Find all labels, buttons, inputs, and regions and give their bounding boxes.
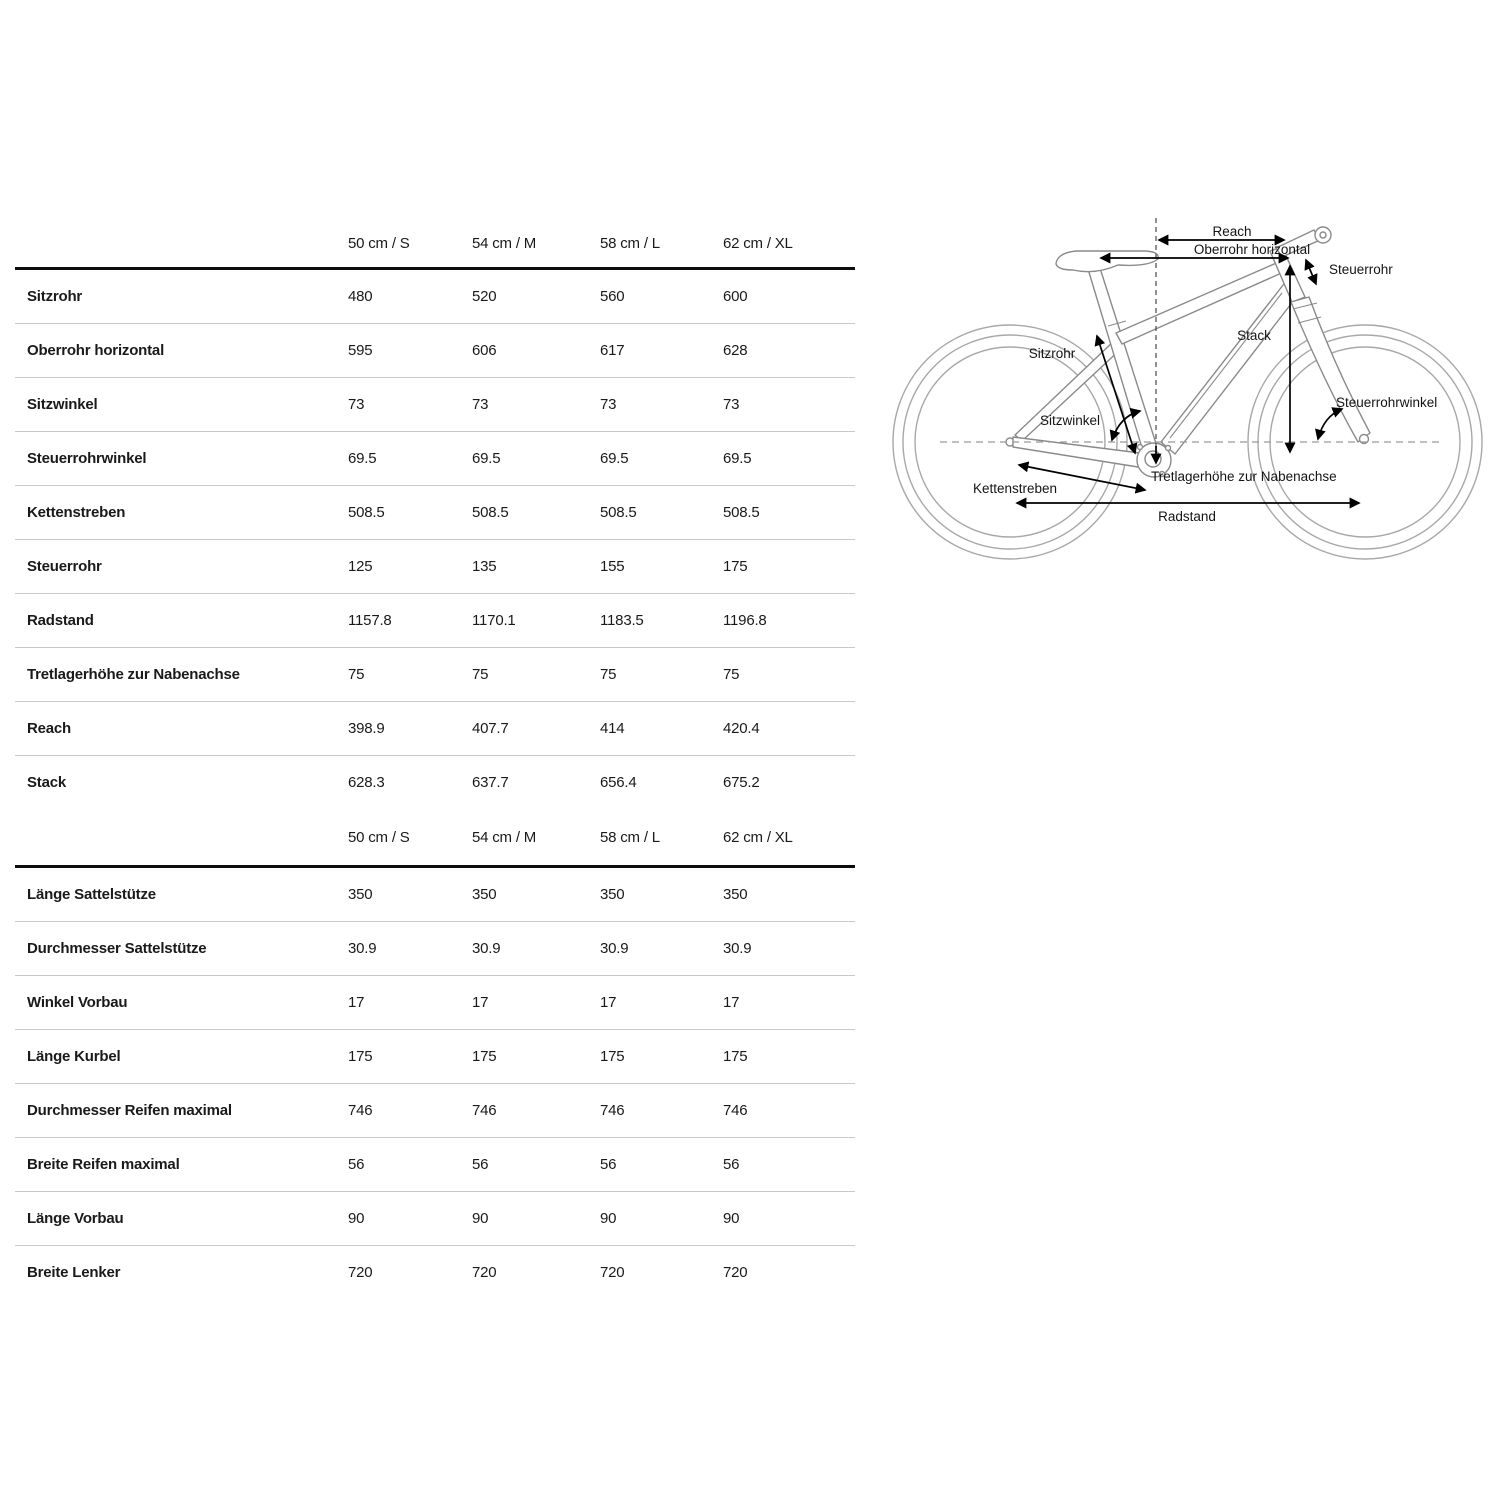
cell-value: 75 xyxy=(723,648,855,702)
cell-value: 135 xyxy=(472,540,600,594)
size-header: 54 cm / M xyxy=(472,235,537,252)
cell-value: 508.5 xyxy=(348,486,472,540)
cell-value: 628 xyxy=(723,324,855,378)
cell-value: 17 xyxy=(472,976,600,1030)
row-label: Tretlagerhöhe zur Nabenachse xyxy=(15,648,348,702)
cell-value: 73 xyxy=(723,378,855,432)
cell-value: 407.7 xyxy=(472,702,600,756)
diagram-label-chainstay: Kettenstreben xyxy=(972,481,1058,496)
cell-value: 75 xyxy=(472,648,600,702)
head-angle-arc xyxy=(1318,409,1342,439)
row-label: Kettenstreben xyxy=(15,486,348,540)
cell-value: 720 xyxy=(600,1264,625,1281)
cell-value: 720 xyxy=(723,1264,748,1281)
cell-value: 480 xyxy=(348,269,472,324)
corner-cell xyxy=(15,809,348,867)
table-row xyxy=(15,1246,855,1300)
size-header: 62 cm / XL xyxy=(723,235,793,252)
cell-value: 175 xyxy=(723,540,855,594)
cell-value: 746 xyxy=(348,1084,472,1138)
row-label: Steuerrohrwinkel xyxy=(15,432,348,486)
cell-value: 17 xyxy=(723,976,855,1030)
cell-value: 175 xyxy=(600,1030,723,1084)
size-header: 50 cm / S xyxy=(348,235,410,252)
table-row xyxy=(15,1138,855,1192)
row-label: Sitzwinkel xyxy=(15,378,348,432)
cell-value: 56 xyxy=(600,1138,723,1192)
table-row xyxy=(15,432,855,486)
diagram-label-stack: Stack xyxy=(1237,328,1271,343)
component-geometry-table xyxy=(15,809,855,1299)
table-row xyxy=(15,976,855,1030)
row-label: Sitzrohr xyxy=(15,269,348,324)
cell-value: 175 xyxy=(348,1030,472,1084)
row-label: Länge Vorbau xyxy=(15,1192,348,1246)
cell-value: 350 xyxy=(348,867,472,922)
bike-diagram-svg xyxy=(880,190,1500,580)
size-header: 58 cm / L xyxy=(600,235,660,252)
cell-value: 90 xyxy=(723,1192,855,1246)
cell-value: 1157.8 xyxy=(348,594,472,648)
cell-value: 56 xyxy=(723,1138,855,1192)
size-header: 50 cm / S xyxy=(348,828,410,846)
size-header-row xyxy=(15,220,855,269)
row-label: Durchmesser Sattelstütze xyxy=(15,922,348,976)
cell-value: 746 xyxy=(723,1084,855,1138)
table-row xyxy=(15,867,855,922)
cell-value: 675.2 xyxy=(723,774,760,791)
row-label: Länge Sattelstütze xyxy=(15,867,348,922)
cell-value: 56 xyxy=(472,1138,600,1192)
cell-value: 350 xyxy=(600,867,723,922)
row-label: Länge Kurbel xyxy=(15,1030,348,1084)
corner-cell xyxy=(15,220,348,269)
cell-value: 69.5 xyxy=(348,432,472,486)
cell-value: 628.3 xyxy=(348,774,385,791)
cell-value: 69.5 xyxy=(723,432,855,486)
cell-value: 17 xyxy=(348,976,472,1030)
cell-value: 90 xyxy=(472,1192,600,1246)
table-row xyxy=(15,1030,855,1084)
cell-value: 75 xyxy=(600,648,723,702)
cell-value: 414 xyxy=(600,702,723,756)
cell-value: 560 xyxy=(600,269,723,324)
cell-value: 30.9 xyxy=(348,922,472,976)
cell-value: 508.5 xyxy=(472,486,600,540)
size-header: 58 cm / L xyxy=(600,828,660,846)
cell-value: 520 xyxy=(472,269,600,324)
table-row xyxy=(15,1084,855,1138)
cell-value: 508.5 xyxy=(600,486,723,540)
cell-value: 125 xyxy=(348,540,472,594)
cell-value: 69.5 xyxy=(472,432,600,486)
size-header-row xyxy=(15,809,855,867)
diagram-label-reach: Reach xyxy=(1212,224,1252,239)
row-label: Durchmesser Reifen maximal xyxy=(15,1084,348,1138)
table-row xyxy=(15,486,855,540)
geometry-tables xyxy=(15,220,855,1299)
table-row xyxy=(15,756,855,810)
cell-value: 90 xyxy=(600,1192,723,1246)
row-label: Radstand xyxy=(15,594,348,648)
cell-value: 350 xyxy=(472,867,600,922)
cell-value: 508.5 xyxy=(723,486,855,540)
dimension-arrows xyxy=(1017,240,1359,503)
cell-value: 17 xyxy=(600,976,723,1030)
diagram-label-top-tube: Oberrohr horizontal xyxy=(1193,242,1311,257)
cell-value: 30.9 xyxy=(472,922,600,976)
cell-value: 90 xyxy=(348,1192,472,1246)
cell-value: 720 xyxy=(348,1264,373,1281)
cell-value: 1183.5 xyxy=(600,594,723,648)
size-header: 54 cm / M xyxy=(472,828,537,846)
cell-value: 606 xyxy=(472,324,600,378)
table-row xyxy=(15,594,855,648)
cell-value: 30.9 xyxy=(600,922,723,976)
cell-value: 56 xyxy=(348,1138,472,1192)
cell-value: 1170.1 xyxy=(472,594,600,648)
diagram-label-head-tube: Steuerrohr xyxy=(1329,262,1393,277)
table-row xyxy=(15,1192,855,1246)
cell-value: 720 xyxy=(472,1264,497,1281)
cell-value: 69.5 xyxy=(600,432,723,486)
table-row xyxy=(15,702,855,756)
cell-value: 746 xyxy=(472,1084,600,1138)
size-header: 62 cm / XL xyxy=(723,828,793,846)
table-row xyxy=(15,269,855,324)
row-label: Stack xyxy=(27,774,67,791)
table-row xyxy=(15,922,855,976)
diagram-label-head-angle: Steuerrohrwinkel xyxy=(1336,395,1438,410)
cell-value: 155 xyxy=(600,540,723,594)
cell-value: 398.9 xyxy=(348,702,472,756)
cell-value: 175 xyxy=(472,1030,600,1084)
cell-value: 656.4 xyxy=(600,774,637,791)
diagram-label-wheelbase: Radstand xyxy=(1158,509,1216,524)
cell-value: 175 xyxy=(723,1030,855,1084)
row-label: Breite Reifen maximal xyxy=(15,1138,348,1192)
rear-wheel-icon xyxy=(893,325,1127,559)
table-row xyxy=(15,324,855,378)
row-label: Steuerrohr xyxy=(15,540,348,594)
cell-value: 73 xyxy=(348,378,472,432)
cell-value: 73 xyxy=(600,378,723,432)
cell-value: 637.7 xyxy=(472,774,509,791)
frame-geometry-table xyxy=(15,220,855,809)
cell-value: 30.9 xyxy=(723,922,855,976)
row-label: Oberrohr horizontal xyxy=(15,324,348,378)
cell-value: 595 xyxy=(348,324,472,378)
cell-value: 75 xyxy=(348,648,472,702)
cell-value: 746 xyxy=(600,1084,723,1138)
cell-value: 420.4 xyxy=(723,702,855,756)
cell-value: 1196.8 xyxy=(723,594,855,648)
table-row xyxy=(15,378,855,432)
table-row xyxy=(15,540,855,594)
row-label: Reach xyxy=(15,702,348,756)
cell-value: 350 xyxy=(723,867,855,922)
cell-value: 73 xyxy=(472,378,600,432)
cell-value: 617 xyxy=(600,324,723,378)
head-tube-arrow xyxy=(1306,260,1316,284)
row-label: Winkel Vorbau xyxy=(15,976,348,1030)
diagram-label-seat-tube: Sitzrohr xyxy=(1028,346,1076,361)
cell-value: 600 xyxy=(723,269,855,324)
row-label: Breite Lenker xyxy=(27,1264,121,1281)
table-row xyxy=(15,648,855,702)
bike-geometry-diagram xyxy=(880,190,1500,580)
diagram-label-bb-height: Tretlagerhöhe zur Nabenachse xyxy=(1151,469,1337,484)
diagram-label-seat-angle: Sitzwinkel xyxy=(1039,413,1101,428)
